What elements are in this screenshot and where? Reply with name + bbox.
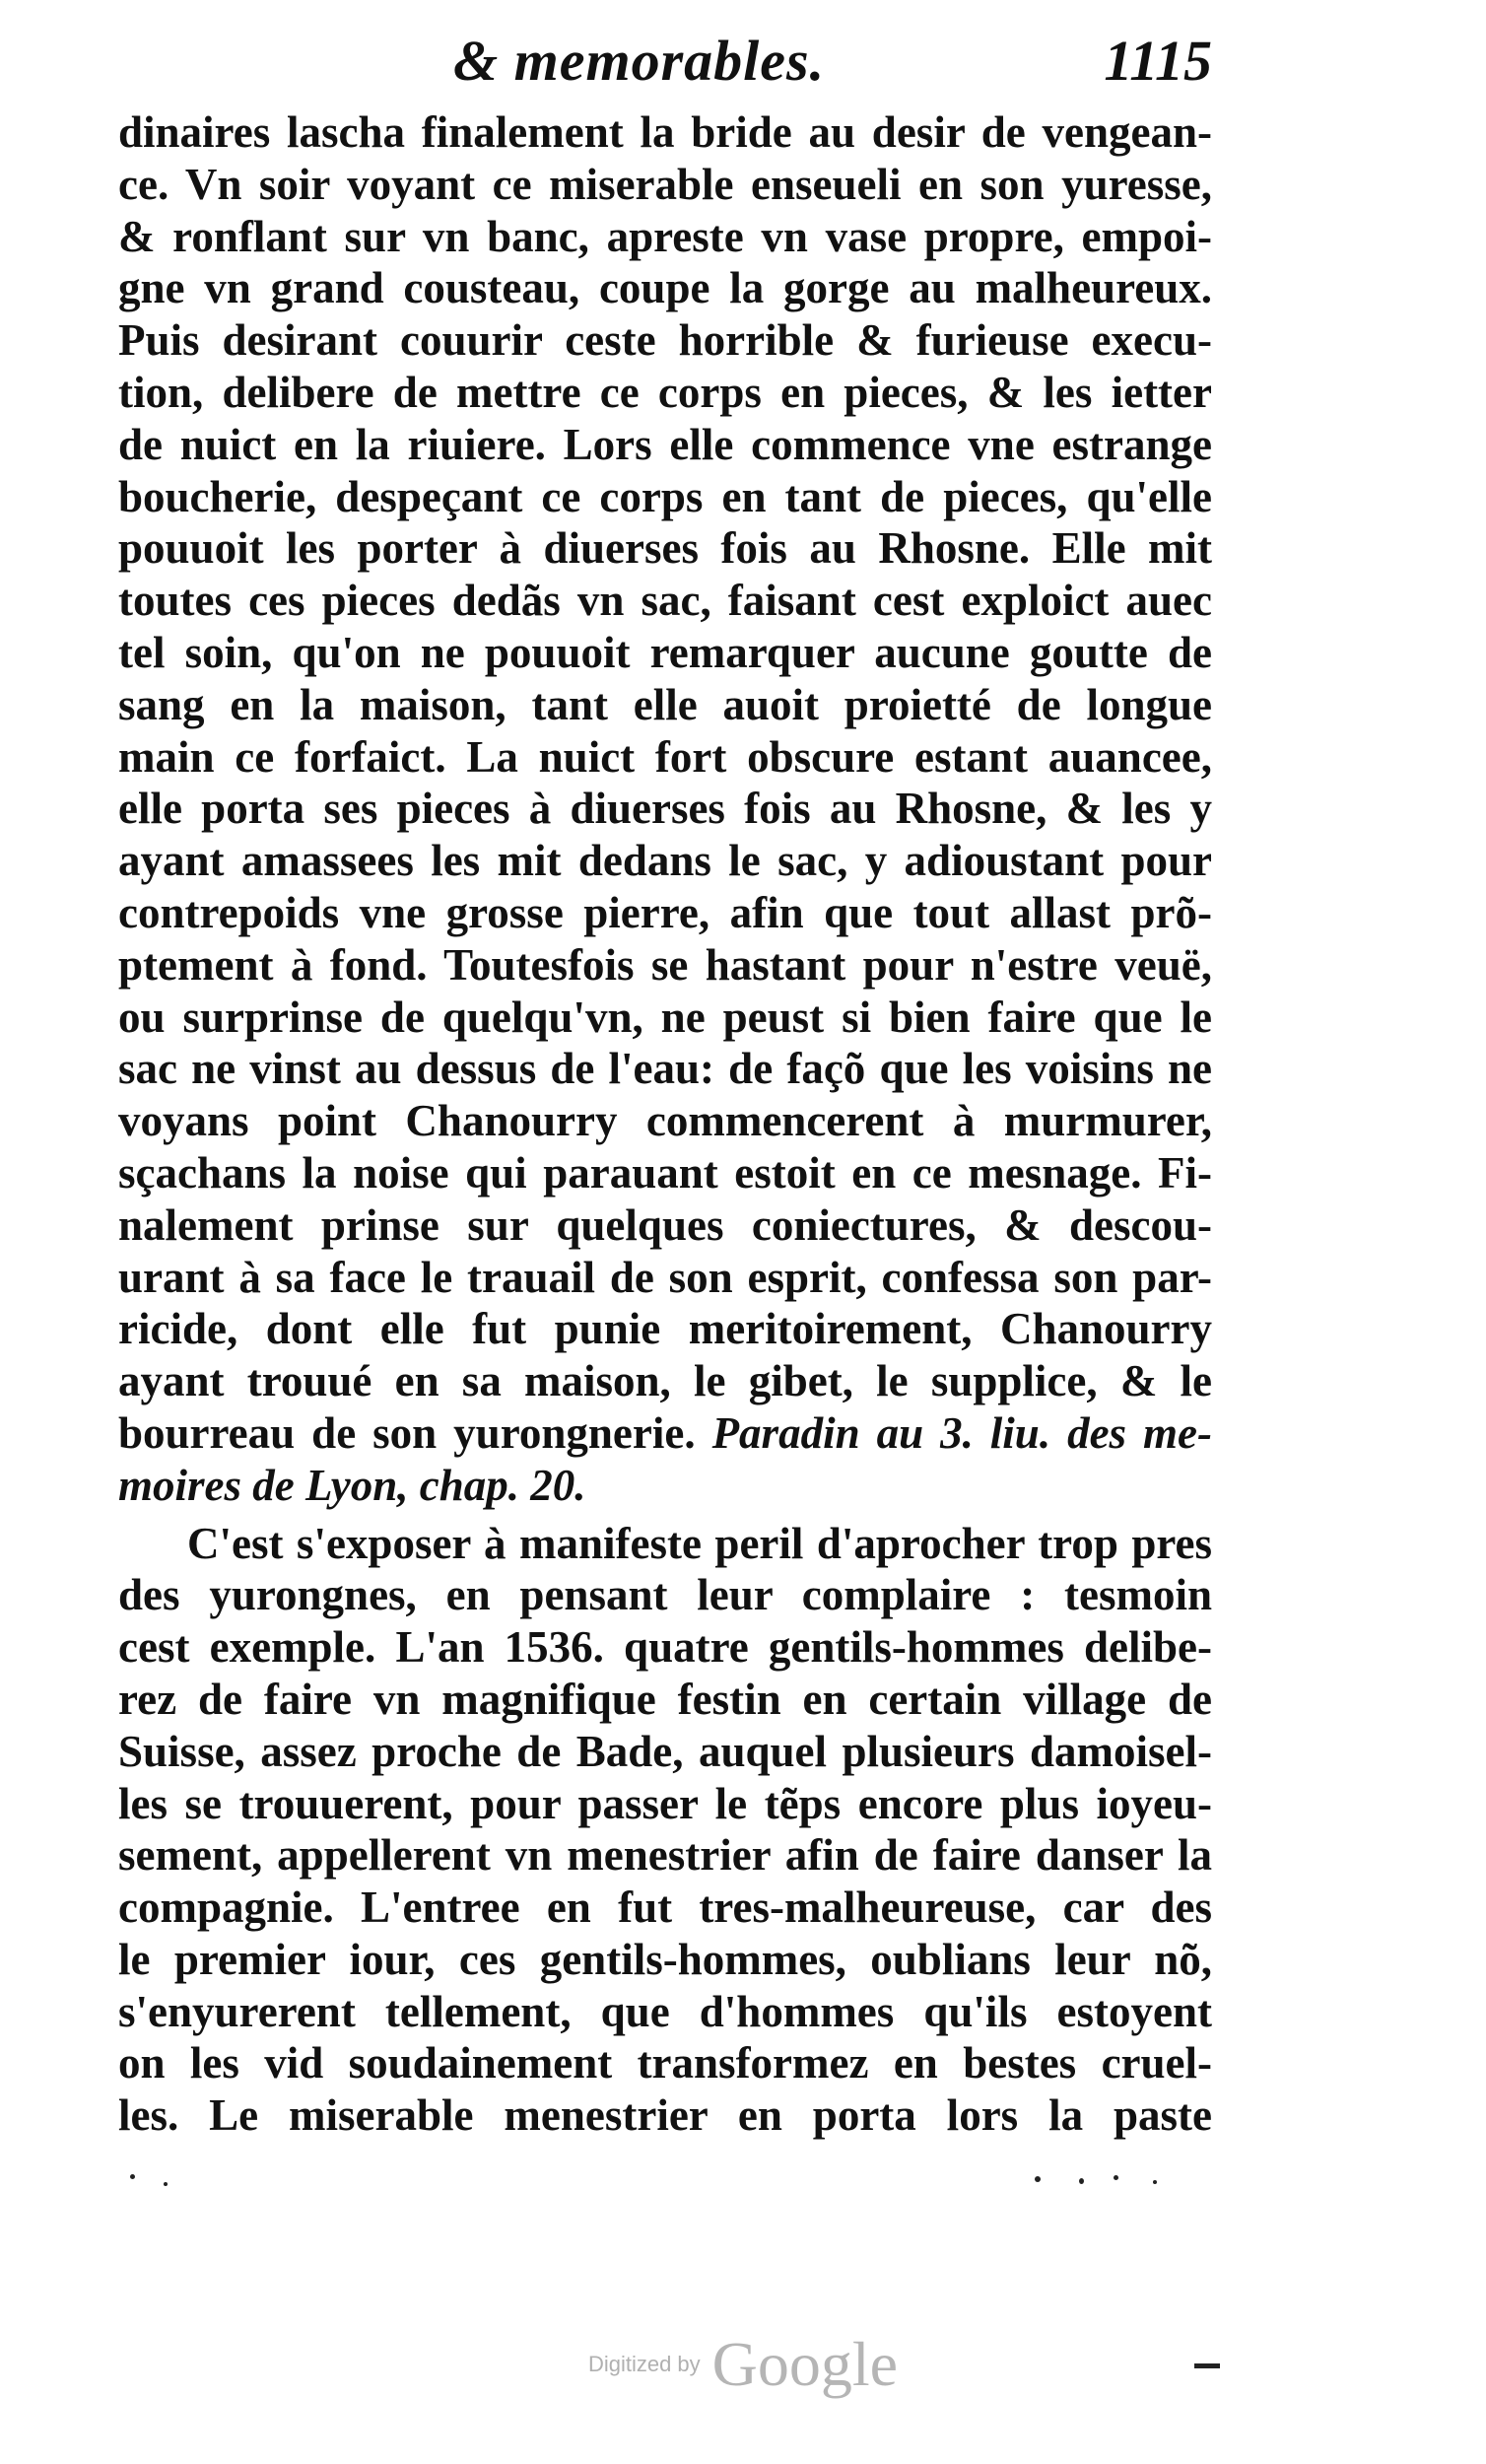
text-line: ptement à fond. Toutesfois se hastant pour n'estre veuë, xyxy=(118,939,1212,990)
digitized-by-label: Digitized by xyxy=(587,2352,701,2376)
ink-speck xyxy=(130,2174,135,2179)
text-line: tion, delibere de mettre ce corps en pieces, & les ietter xyxy=(118,367,1212,417)
running-head xyxy=(118,28,1212,106)
text-line: sement, appellerent vn menestrier afin de faire danser la xyxy=(118,1830,1212,1881)
print-specks xyxy=(118,2168,1212,2198)
text-line: nalement prinse sur quelques coniectures, & descou- xyxy=(118,1199,1212,1250)
text-line: sac ne vinst au dessus de l'eau: de façõ que les voisins ne xyxy=(118,1044,1212,1094)
text-line-with-citation xyxy=(118,1407,1212,1460)
ink-speck xyxy=(1079,2178,1084,2184)
ink-dash xyxy=(1194,2363,1220,2368)
text-line: dinaires lascha finalement la bride au desir de vengean- xyxy=(118,107,1212,157)
ink-speck xyxy=(164,2182,168,2186)
digitization-credit xyxy=(0,2328,1486,2401)
text-line: Suisse, assez proche de Bade, auquel plusieurs damoisel- xyxy=(118,1726,1212,1776)
text-line: ce. Vn soir voyant ce miserable enseueli en son yuresse, xyxy=(118,159,1212,209)
text-line: sang en la maison, tant elle auoit proietté de longue xyxy=(118,679,1212,729)
text-line: C'est s'exposer à manifeste peril d'aprocher trop pres xyxy=(187,1518,1212,1568)
google-wordmark: Google xyxy=(711,2329,899,2399)
text-line: cest exemple. L'an 1536. quatre gentils-hommes delibe- xyxy=(118,1622,1212,1673)
ink-speck xyxy=(1035,2176,1041,2182)
text-line: boucherie, despeçant ce corps en tant de pieces, qu'elle xyxy=(118,471,1212,521)
text-line: ricide, dont elle fut punie meritoirement, Chanourry xyxy=(118,1304,1212,1354)
text-line: elle porta ses pieces à diuerses fois au Rhosne, & les y xyxy=(118,784,1212,834)
text-line: pouuoit les porter à diuerses fois au Rhosne. Elle mit xyxy=(118,523,1212,574)
text-line: main ce forfaict. La nuict fort obscure estant auancee, xyxy=(118,731,1212,782)
ink-speck xyxy=(1153,2180,1157,2184)
body-text xyxy=(118,106,1212,2142)
text-line: compagnie. L'entree en fut tres-malheureuse, car des xyxy=(118,1882,1212,1933)
text-line: le premier iour, ces gentils-hommes, oublians leur nõ, xyxy=(118,1934,1212,1984)
text-line: & ronflant sur vn banc, apreste vn vase propre, empoi- xyxy=(118,211,1212,261)
text-line: contrepoids vne grosse pierre, afin que tout allast prõ- xyxy=(118,887,1212,937)
text-line: on les vid soudainement transformez en bestes cruel- xyxy=(118,2038,1212,2088)
text-line: tel soin, qu'on ne pouuoit remarquer aucune goutte de xyxy=(118,627,1212,677)
text-line: des yurongnes, en pensant leur complaire : tesmoin xyxy=(118,1570,1212,1620)
text-line: voyans point Chanourry commencerent à murmurer, xyxy=(118,1096,1212,1146)
ink-speck xyxy=(1114,2175,1118,2180)
text-line: s'enyurerent tellement, que d'hommes qu'ils estoyent xyxy=(118,1986,1212,2036)
text-line: les se trouuerent, pour passer le tẽps encore plus ioyeu- xyxy=(118,1778,1212,1828)
text-line: toutes ces pieces dedãs vn sac, faisant cest exploict auec xyxy=(118,576,1212,626)
text-segment: bourreau de son yurongnerie. xyxy=(118,1407,696,1458)
text-line: ou surprinse de quelqu'vn, ne peust si bien faire que le xyxy=(118,992,1212,1042)
page-number: 1115 xyxy=(1104,29,1212,93)
text-line: Puis desirant couurir ceste horrible & furieuse execu- xyxy=(118,315,1212,366)
text-line: les. Le miserable menestrier en porta lors la paste xyxy=(118,2090,1212,2141)
text-line: rez de faire vn magnifique festin en certain village de xyxy=(118,1674,1212,1724)
paragraph-2 xyxy=(118,1518,1212,2143)
citation: Paradin au 3. liu. des me- xyxy=(711,1407,1212,1458)
text-line: gne vn grand cousteau, coupe la gorge au malheureux. xyxy=(118,263,1212,313)
text-line: ayant trouué en sa maison, le gibet, le supplice, & le xyxy=(118,1356,1212,1406)
running-title: & memorables. xyxy=(453,29,826,93)
paragraph-1 xyxy=(118,106,1212,1512)
text-line: urant à sa face le trauail de son esprit, confessa son par- xyxy=(118,1252,1212,1302)
text-line: de nuict en la riuiere. Lors elle commence vne estrange xyxy=(118,419,1212,469)
text-line: ayant amassees les mit dedans le sac, y adioustant pour xyxy=(118,836,1212,886)
text-line: sçachans la noise qui parauant estoit en ce mesnage. Fi- xyxy=(118,1147,1212,1198)
citation-continued: moires de Lyon, chap. 20. xyxy=(118,1460,586,1510)
